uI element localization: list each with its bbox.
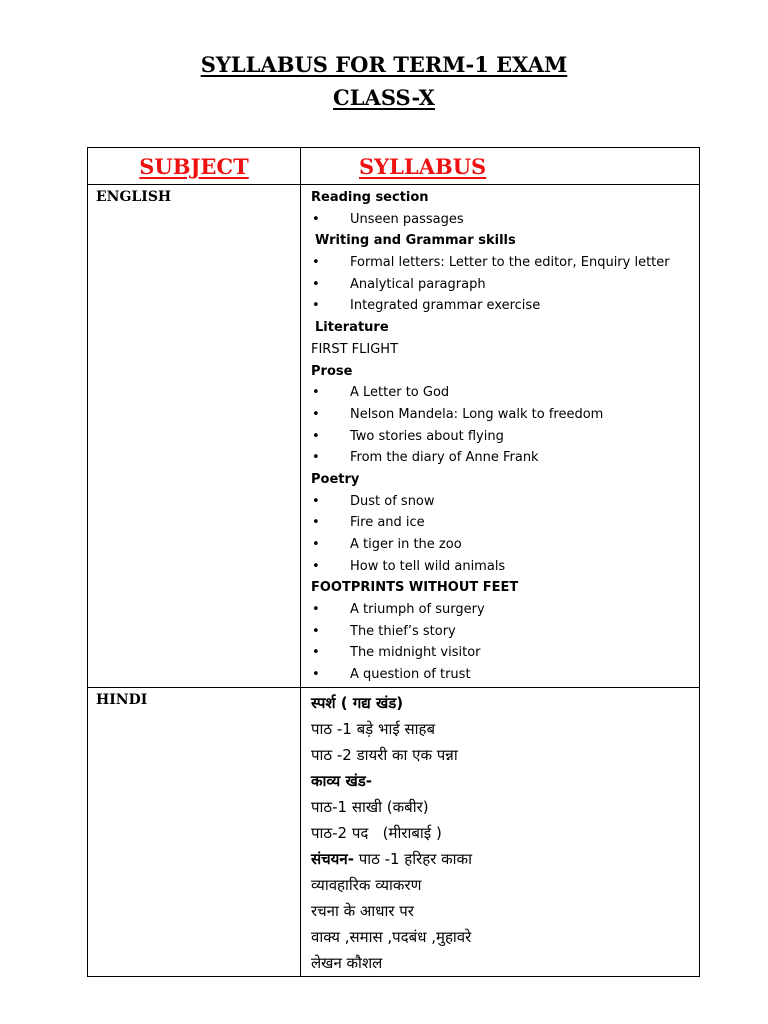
book-first-flight: FIRST FLIGHT bbox=[311, 341, 399, 357]
list-item: • Two stories about flying bbox=[311, 426, 699, 448]
list-item: • The thief’s story bbox=[311, 621, 699, 643]
hindi-syllabus bbox=[301, 687, 700, 976]
hindi-text: रचना के आधार पर bbox=[311, 901, 414, 920]
syllabus-table bbox=[87, 147, 700, 977]
hindi-text: लेखन कौशल bbox=[311, 953, 383, 972]
hindi-text: वाक्य ,समास ,पदबंध ,मुहावरे bbox=[311, 927, 472, 946]
hindi-text: पाठ -1 हरिहर काका bbox=[353, 849, 472, 868]
list-item: • A triumph of surgery bbox=[311, 599, 699, 621]
subject-english: ENGLISH bbox=[88, 185, 301, 688]
list-item: • Dust of snow bbox=[311, 491, 699, 513]
hindi-text: पाठ-2 पद (मीराबाई ) bbox=[311, 823, 442, 842]
page-title: SYLLABUS FOR TERM-1 EXAM bbox=[200, 52, 568, 77]
hindi-text: व्यावहारिक व्याकरण bbox=[311, 875, 422, 894]
hindi-text: पाठ -2 डायरी का एक पन्ना bbox=[311, 745, 458, 764]
list-item: • A question of trust bbox=[311, 664, 699, 686]
literature-heading: Literature bbox=[315, 320, 389, 336]
poetry-heading: Poetry bbox=[311, 471, 360, 487]
hindi-text: पाठ-1 साखी (कबीर) bbox=[311, 797, 429, 816]
hindi-bold-text: संचयन- bbox=[311, 849, 354, 868]
list-item: • Integrated grammar exercise bbox=[311, 295, 699, 317]
list-item: • Fire and ice bbox=[311, 512, 699, 534]
class-subtitle: CLASS-X bbox=[333, 85, 435, 110]
subject-hindi: HINDI bbox=[88, 687, 301, 976]
list-item: • Unseen passages bbox=[311, 209, 699, 231]
list-item: • A Letter to God bbox=[311, 382, 699, 404]
list-item: • Nelson Mandela: Long walk to freedom bbox=[311, 404, 699, 426]
hindi-bold-text: काव्य खंड- bbox=[311, 771, 372, 790]
english-syllabus bbox=[301, 185, 700, 688]
hindi-text: पाठ -1 बड़े भाई साहब bbox=[311, 719, 436, 738]
list-item: • A tiger in the zoo bbox=[311, 534, 699, 556]
prose-heading: Prose bbox=[311, 363, 353, 379]
table-header-row bbox=[88, 148, 700, 185]
table-row-hindi bbox=[88, 687, 700, 976]
list-item: • Analytical paragraph bbox=[311, 274, 699, 296]
list-item: • Formal letters: Letter to the editor, Enquiry letter bbox=[311, 252, 699, 274]
writing-heading: Writing and Grammar skills bbox=[315, 233, 516, 249]
syllabus-header: SYLLABUS bbox=[301, 148, 700, 185]
subject-header: SUBJECT bbox=[88, 148, 301, 185]
list-item: • The midnight visitor bbox=[311, 642, 699, 664]
table-row-english bbox=[88, 185, 700, 688]
list-item: • From the diary of Anne Frank bbox=[311, 447, 699, 469]
reading-heading: Reading section bbox=[311, 190, 429, 205]
list-item: • How to tell wild animals bbox=[311, 556, 699, 578]
book-footprints: FOOTPRINTS WITHOUT FEET bbox=[311, 580, 519, 596]
hindi-bold-text: स्पर्श ( गद्य खंड) bbox=[311, 693, 404, 712]
